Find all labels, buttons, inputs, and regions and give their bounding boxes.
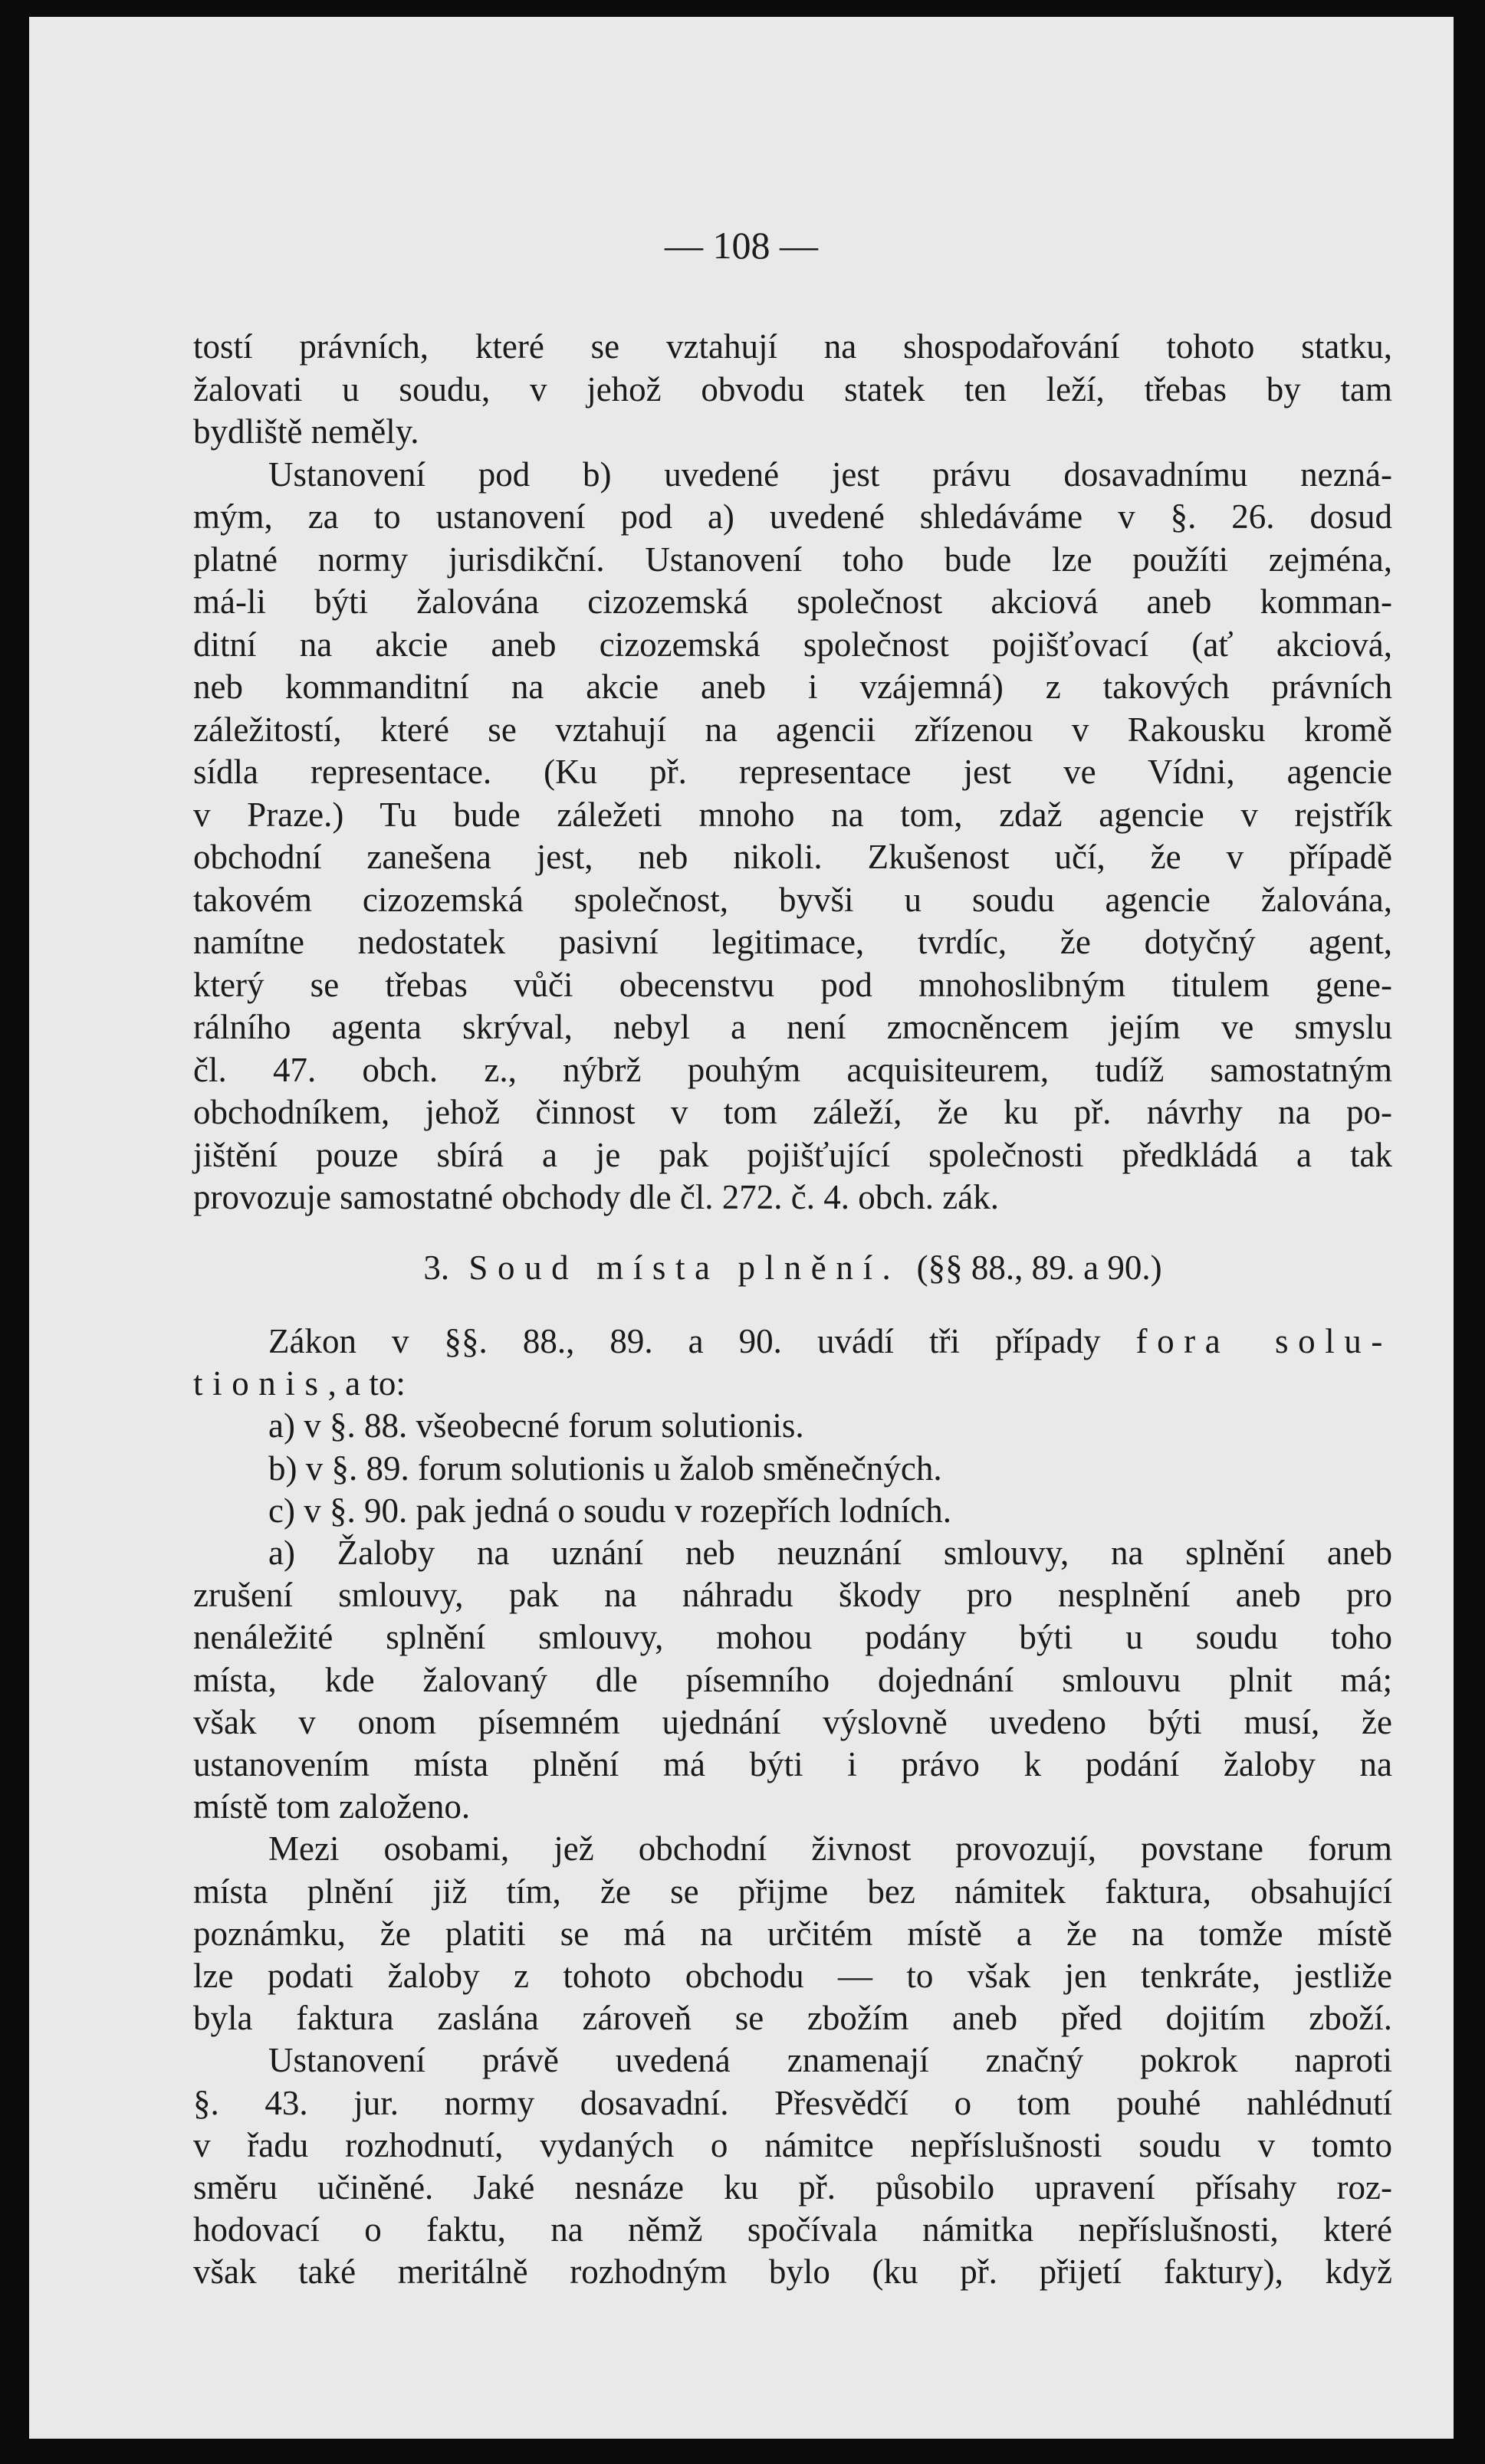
text-line: v řadu rozhodnutí, vydaných o námitce nepříslušnosti soudu v tomto xyxy=(193,2125,1392,2164)
text-line: který se třebas vůči obecenstvu pod mnohoslibným titulem gene- xyxy=(193,965,1392,1004)
text-line: Ustanovení právě uvedená znamenají značný pokrok naproti xyxy=(268,2041,1392,2080)
text-line: však také meritálně rozhodným bylo (ku př. přijetí faktury), když xyxy=(193,2252,1392,2292)
text-line: místa plnění již tím, že se přijme bez námitek faktura, obsahující xyxy=(193,1872,1392,1911)
text-line: sídla representace. (Ku př. representace jest ve Vídni, agencie xyxy=(193,753,1392,791)
text-line: obchodní zanešena jest, neb nikoli. Zkušenost učí, že v případě xyxy=(193,838,1392,876)
text-line: směru učiněné. Jaké nesnáze ku př. působilo upravení přísahy roz- xyxy=(193,2168,1392,2206)
book-page xyxy=(29,17,1454,2439)
text-line: žalovati u soudu, v jehož obvodu statek ten leží, třebas by tam xyxy=(193,369,1392,408)
text-fragment: tionis xyxy=(193,1364,328,1403)
text-line: zrušení smlouvy, pak na náhradu škody pro nesplnění aneb pro xyxy=(193,1576,1392,1615)
text-line: čl. 47. obch. z., nýbrž pouhým acquisiteurem, tudíž samostatným xyxy=(193,1050,1392,1089)
text-line: rálního agenta skrýval, nebyl a není zmocněncem jejím ve smyslu xyxy=(193,1008,1392,1046)
text-line: provozuje samostatné obchody dle čl. 272. č. 4. obch. zák. xyxy=(193,1178,999,1216)
text-line xyxy=(268,1320,1392,1363)
text-line: ditní na akcie aneb cizozemská společnost pojišťovací (ať akciová, xyxy=(193,625,1392,664)
text-fragment: fora solu- xyxy=(1135,1322,1392,1360)
section-heading xyxy=(193,1246,1392,1289)
text-line: obchodníkem, jehož činnost v tom záleží, že ku př. návrhy na po- xyxy=(193,1093,1392,1131)
text-line: Mezi osobami, jež obchodní živnost provozují, povstane forum xyxy=(268,1829,1392,1869)
text-line: tostí právních, které se vztahují na shospodařování tohoto statku, xyxy=(193,327,1392,366)
text-line xyxy=(193,1362,1392,1405)
section-title: Soud místa plnění. xyxy=(468,1248,901,1287)
text-line: lze podati žaloby z tohoto obchodu — to však jen tenkráte, jestliže xyxy=(193,1957,1392,1995)
text-fragment: , a to: xyxy=(327,1364,406,1403)
text-line: a) Žaloby na uznání neb neuznání smlouvy, na splnění aneb xyxy=(268,1534,1392,1572)
text-line: poznámku, že platiti se má na určitém místě a že na tomže místě xyxy=(193,1914,1392,1953)
text-line: v Praze.) Tu bude záležeti mnoho na tom, zdaž agencie v rejstřík xyxy=(193,795,1392,834)
text-line: ustanovením místa plnění má býti i právo k podání žaloby na xyxy=(193,1745,1392,1783)
text-line: mým, za to ustanovení pod a) uvedené shledáváme v §. 26. dosud xyxy=(193,497,1392,536)
text-line: bydliště neměly. xyxy=(193,412,419,451)
page-number-header: — 108 — xyxy=(665,224,818,267)
text-line: namítne nedostatek pasivní legitimace, tvrdíc, že dotyčný agent, xyxy=(193,923,1392,961)
text-line: §. 43. jur. normy dosavadní. Přesvědčí o tom pouhé nahlédnutí xyxy=(193,2083,1392,2122)
text-line: místě tom založeno. xyxy=(193,1787,471,1826)
text-line: Ustanovení pod b) uvedené jest právu dosavadnímu nezná- xyxy=(268,454,1392,494)
text-line: nenáležité splnění smlouvy, mohou podány býti u soudu toho xyxy=(193,1618,1392,1657)
text-line: a) v §. 88. všeobecné forum solutionis. xyxy=(268,1406,804,1445)
text-line: takovém cizozemská společnost, byvši u soudu agencie žalována, xyxy=(193,880,1392,919)
text-line: záležitostí, které se vztahují na agencii zřízenou v Rakousku kromě xyxy=(193,710,1392,749)
text-line: však v onom písemném ujednání výslovně uvedeno býti musí, že xyxy=(193,1702,1392,1741)
text-line: místa, kde žalovaný dle písemního dojednání smlouvu plnit má; xyxy=(193,1660,1392,1699)
text-line: jištění pouze sbírá a je pak pojišťující společnosti předkládá a tak xyxy=(193,1135,1392,1174)
text-line: má-li býti žalována cizozemská společnost akciová aneb komman- xyxy=(193,582,1392,621)
section-number: 3. xyxy=(423,1248,450,1287)
text-fragment: Zákon v §§. 88., 89. a 90. uvádí tři případy xyxy=(268,1322,1136,1360)
text-line: c) v §. 90. pak jedná o soudu v rozepřích lodních. xyxy=(268,1491,952,1530)
text-line: b) v §. 89. forum solutionis u žalob směnečných. xyxy=(268,1449,942,1488)
text-line: byla faktura zaslána zároveň se zbožím aneb před dojitím zboží. xyxy=(193,1999,1392,2038)
text-line: neb kommanditní na akcie aneb i vzájemná) z takových právních xyxy=(193,668,1392,706)
section-refs: (§§ 88., 89. a 90.) xyxy=(916,1248,1162,1287)
text-line: platné normy jurisdikční. Ustanovení toho bude lze použíti zejména, xyxy=(193,540,1392,579)
text-line: hodovací o faktu, na němž spočívala námitka nepříslušnosti, které xyxy=(193,2210,1392,2249)
